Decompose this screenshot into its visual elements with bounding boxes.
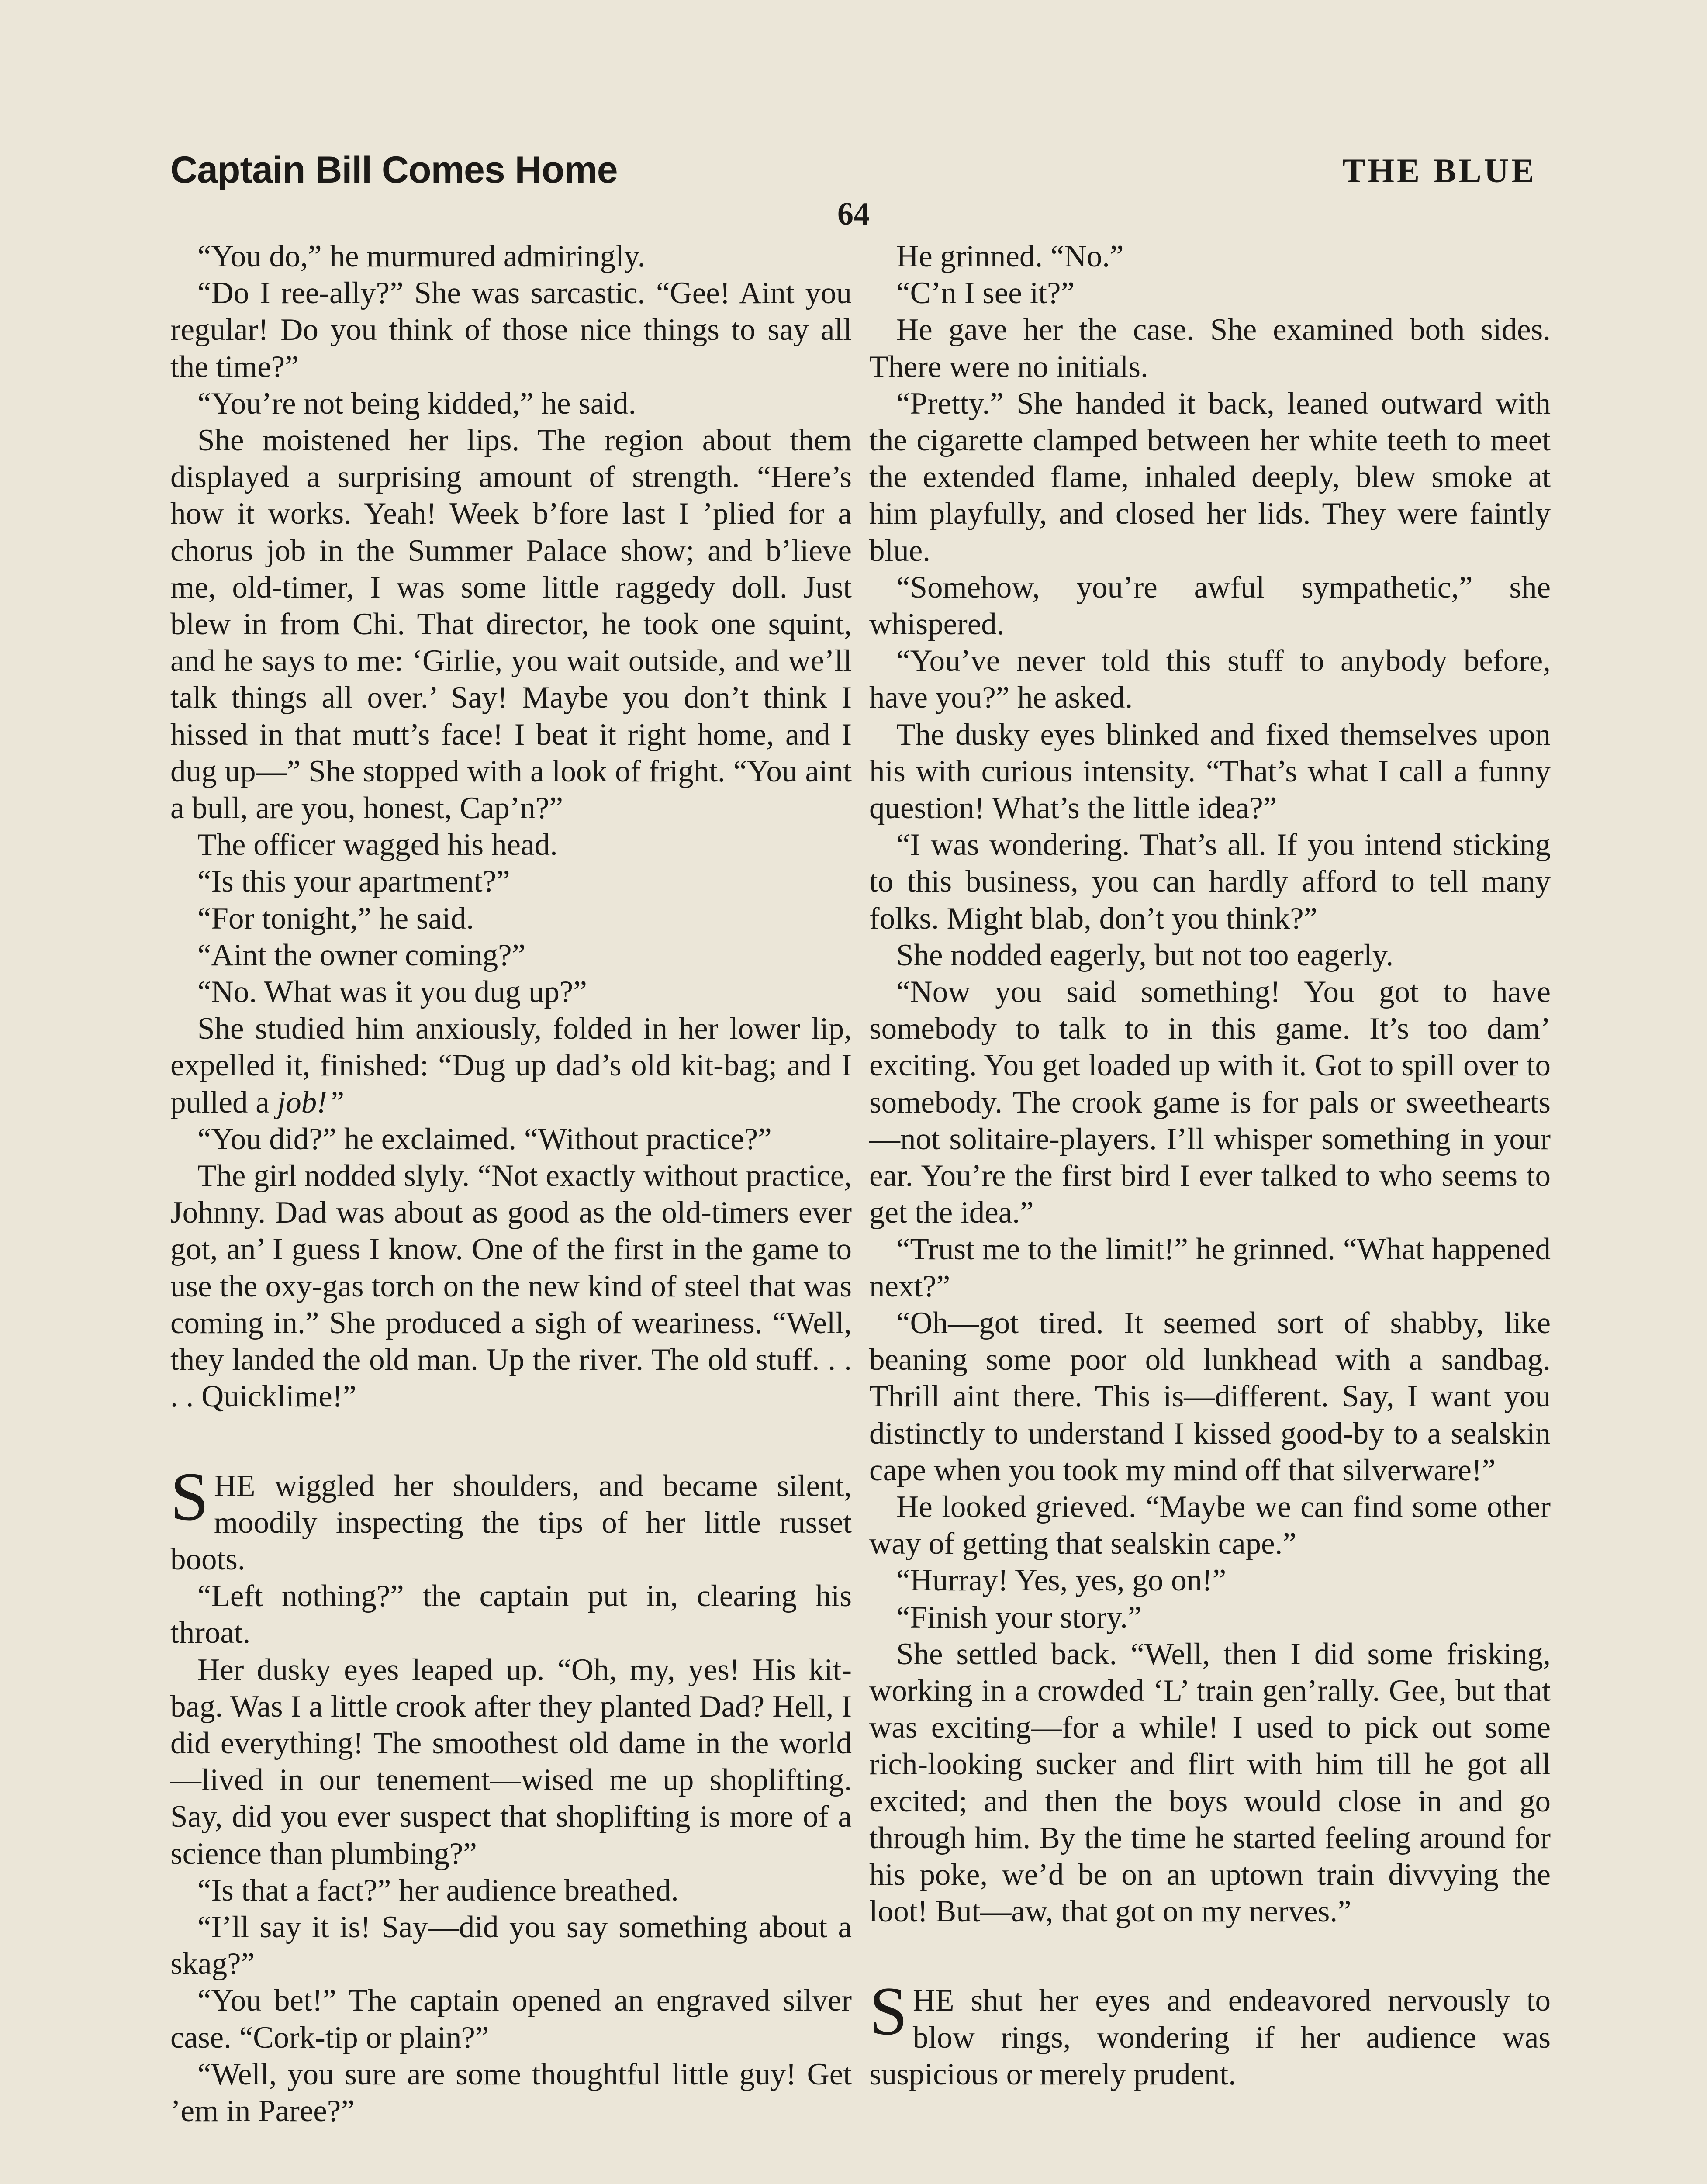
drop-cap-letter: S [170, 1458, 209, 1535]
paragraph: “I was wondering. That’s all. If you intend sticking to this business, you can hardly afford to tell many folks. Might blab, don’t you think?” [869, 828, 1551, 936]
right-text-column [869, 238, 1551, 2093]
paragraph: She settled back. “Well, then I did some frisking, working in a crowded ‘L’ train gen’rally. Gee, but that was exciting—for a while! I used to pick out some rich-looking sucker and flirt with him till he got all excited; and then the boys would close in and go through him. By the time he started feeling around for his poke, we’d be on an uptown train divvying the loot! But—aw, that got on my nerves.” [869, 1637, 1551, 1929]
paragraph: The officer wagged his head. [197, 828, 558, 862]
paragraph: “Somehow, you’re awful sympathetic,” she whispered. [869, 570, 1551, 642]
paragraph: “Is that a fact?” her audience breathed. [197, 1873, 679, 1908]
paragraph: “Well, you sure are some thoughtful little guy! Get ’em in Paree?” [170, 2057, 852, 2128]
paragraph: He grinned. “No.” [896, 239, 1124, 273]
paragraph: “Oh—got tired. It seemed sort of shabby, like beaning some poor old lunkhead with a sandbag. Thrill aint there. This is—different. Say, I want you distinctly to understand I kissed good-by to a sealskin cape when you took my mind off that silverware!” [869, 1306, 1551, 1487]
paragraph: “Pretty.” She handed it back, leaned outward with the cigarette clamped between her white teeth to meet the extended flame, inhaled deeply, blew smoke at him playfully, and closed her lids. They were faintly blue. [869, 386, 1551, 568]
paragraph: “You’ve never told this stuff to anybody before, have you?” he asked. [869, 644, 1551, 715]
paragraph: “You bet!” The captain opened an engraved silver case. “Cork-tip or plain?” [170, 1984, 852, 2055]
paragraph: He gave her the case. She examined both sides. There were no initials. [869, 313, 1551, 384]
paragraph: “For tonight,” he said. [197, 901, 474, 936]
paragraph: “I’ll say it is! Say—did you say something about a skag?” [170, 1910, 852, 1981]
paragraph: “Now you said something! You got to have somebody to talk to in this game. It’s too dam’ exciting. You get loaded up with it. Got to spill over to somebody. The crook game is for pals or sweethearts —not solitaire-players. I’ll whisper something in your ear. You’re the first bird I ever talked to who seems to get the idea.” [869, 975, 1551, 1230]
paragraph: “No. What was it you dug up?” [197, 975, 587, 1009]
drop-cap-letter: S [869, 1973, 908, 2050]
paragraph: He looked grieved. “Maybe we can find some other way of getting that sealskin cape.” [869, 1489, 1551, 1561]
story-title: Captain Bill Comes Home [170, 149, 618, 191]
paragraph: The dusky eyes blinked and fixed themselves upon his with curious intensity. “That’s what I call a funny question! What’s the little idea?” [869, 717, 1551, 826]
paragraph [170, 1010, 852, 1121]
paragraph: She nodded eagerly, but not too eagerly. [896, 938, 1394, 972]
paragraph-text: She studied him anxiously, folded in her lower lip, expelled it, finished: “Dug up dad’s old kit-bag; and I pulled a [170, 1012, 852, 1120]
paragraph: She moistened her lips. The region about them displayed a surprising amount of strength. “Here’s how it works. Yeah! Week b’fore last I ’plied for a chorus job in the Summer Palace show; and b’lieve me, old-timer, I was some little raggedy doll. Just blew in from Chi. That director, he took one squint, and he says to me: ‘Girlie, you wait outside, and we’ll talk things all over.’ Say! Maybe you don’t think I hissed in that mutt’s face! I beat it right home, and I dug up—” She stopped with a look of fright. “You aint a bull, are you, honest, Cap’n?” [170, 423, 852, 826]
paragraph: “Left nothing?” the captain put in, clearing his throat. [170, 1579, 852, 1650]
paragraph: “Is this your apartment?” [197, 864, 510, 899]
paragraph: “You do,” he murmured admiringly. [197, 239, 646, 273]
paragraph: “Hurray! Yes, yes, go on!” [896, 1563, 1227, 1598]
left-text-column [170, 238, 852, 2129]
magazine-name: THE BLUE [1342, 152, 1537, 190]
paragraph: “Finish your story.” [896, 1600, 1142, 1635]
paragraph: “You did?” he exclaimed. “Without practice?” [197, 1122, 772, 1156]
paragraph-drop-cap [869, 1973, 1551, 2093]
paragraph: “C’n I see it?” [896, 276, 1075, 311]
paragraph: “You’re not being kidded,” he said. [197, 386, 636, 421]
paragraph: Her dusky eyes leaped up. “Oh, my, yes! His kit-bag. Was I a little crook after they planted Dad? Hell, I did everything! The smoothest old dame in the world—lived in our tenement—wised me up shoplifting. Say, did you ever suspect that shoplifting is more of a science than plumbing?” [170, 1652, 852, 1871]
paragraph: “Aint the owner coming?” [197, 938, 526, 972]
paragraph-text: HE shut her eyes and endeavored nervously to blow rings, wondering if her audience was suspicious or merely prudent. [869, 1984, 1551, 2091]
page-header [170, 149, 1537, 201]
paragraph-text: HE wiggled her shoulders, and became silent, moodily inspecting the tips of her little russet boots. [170, 1469, 852, 1576]
paragraph: The girl nodded slyly. “Not exactly without practice, Johnny. Dad was about as good as the old-timers ever got, an’ I guess I know. One of the first in the game to use the oxy-gas torch on the new kind of steel that was coming in.” She produced a sigh of weariness. “Well, they landed the old man. Up the river. The old stuff. . . . . Quicklime!” [170, 1159, 852, 1414]
page-number: 64 [837, 196, 870, 232]
paragraph: “Trust me to the limit!” he grinned. “What happened next?” [869, 1232, 1551, 1303]
italic-word: job!” [277, 1085, 345, 1120]
paragraph: “Do I ree-ally?” She was sarcastic. “Gee! Aint you regular! Do you think of those nice things to say all the time?” [170, 276, 852, 384]
paragraph-drop-cap [170, 1458, 852, 1578]
